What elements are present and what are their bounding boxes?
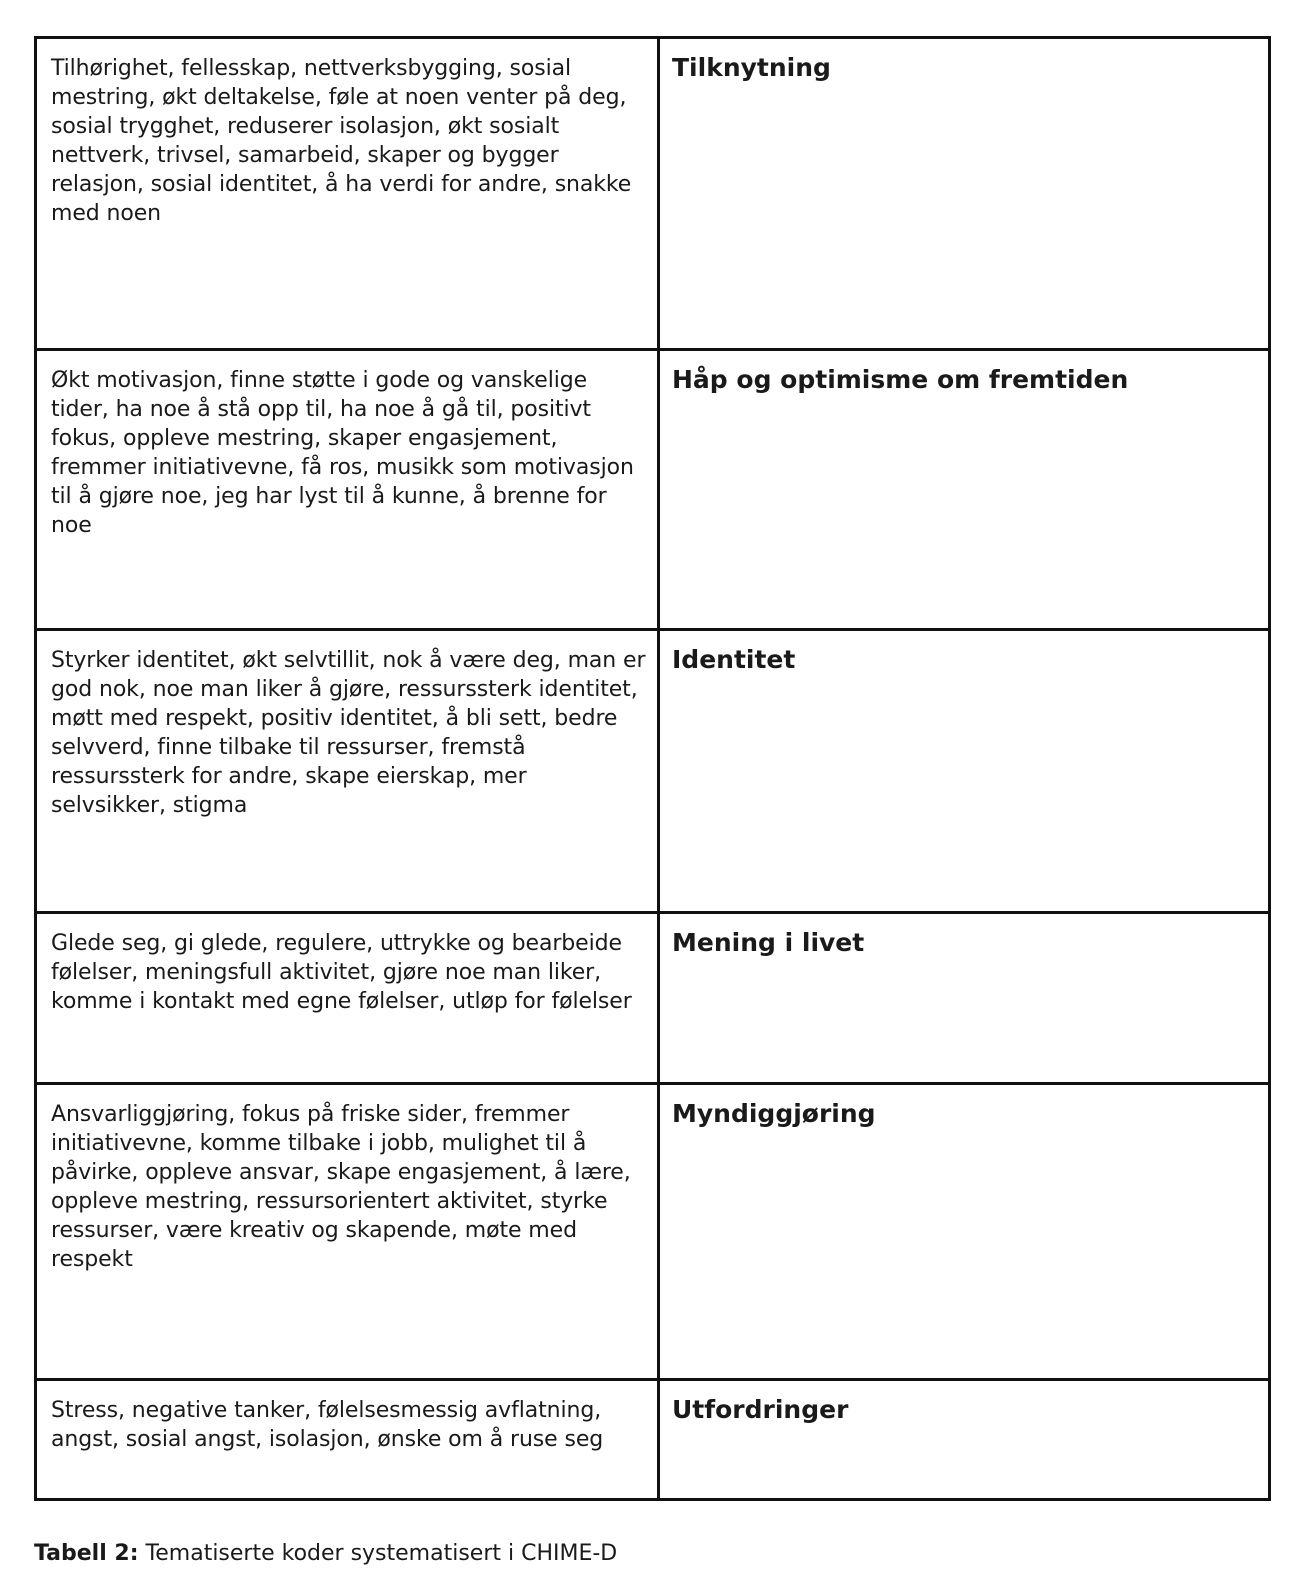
theme-cell <box>659 1084 1270 1380</box>
table-row <box>36 1380 1270 1500</box>
caption-label: Tabell 2: <box>34 1541 139 1566</box>
theme-label: Håp og optimisme om fremtiden <box>672 365 1129 394</box>
theme-cell <box>659 38 1270 350</box>
theme-label: Myndiggjøring <box>672 1099 876 1128</box>
theme-label: Mening i livet <box>672 928 865 957</box>
codes-text: Ansvarliggjøring, fokus på friske sider, fremmer initiativevne, komme tilbake i jobb, mulighet til å påvirke, oppleve ansvar, skape engasjement, å lære, oppleve mestring, ressursorientert aktivitet, styrke ressurser, være kreativ og skapende, møte med respekt <box>51 1102 631 1272</box>
table-row <box>36 350 1270 630</box>
theme-cell <box>659 913 1270 1084</box>
theme-label: Identitet <box>672 645 796 674</box>
codes-cell <box>36 38 659 350</box>
theme-cell <box>659 350 1270 630</box>
chime-d-table <box>34 36 1271 1501</box>
theme-label: Utfordringer <box>672 1395 849 1424</box>
theme-cell <box>659 630 1270 913</box>
codes-cell <box>36 913 659 1084</box>
theme-label: Tilknytning <box>672 53 831 82</box>
codes-table-container <box>34 36 1271 1501</box>
codes-cell <box>36 1380 659 1500</box>
codes-text: Økt motivasjon, finne støtte i gode og vanskelige tider, ha noe å stå opp til, ha noe å gå til, positivt fokus, oppleve mestring, skaper engasjement, fremmer initiativevne, få ros, musikk som motivasjon til å gjøre noe, jeg har lyst til å kunne, å brenne for noe <box>51 368 634 538</box>
codes-cell <box>36 630 659 913</box>
codes-text: Tilhørighet, fellesskap, nettverksbygging, sosial mestring, økt deltakelse, føle at noen venter på deg, sosial trygghet, reduserer isolasjon, økt sosialt nettverk, trivsel, samarbeid, skaper og bygger relasjon, sosial identitet, å ha verdi for andre, snakke med noen <box>51 56 632 226</box>
caption-text: Tematiserte koder systematisert i CHIME-D <box>138 1541 618 1566</box>
codes-cell <box>36 1084 659 1380</box>
theme-cell <box>659 1380 1270 1500</box>
table-row <box>36 630 1270 913</box>
codes-cell <box>36 350 659 630</box>
codes-text: Stress, negative tanker, følelsesmessig avflatning, angst, sosial angst, isolasjon, ønske om å ruse seg <box>51 1398 604 1452</box>
table-row <box>36 913 1270 1084</box>
table-caption <box>34 1540 617 1568</box>
table-row <box>36 1084 1270 1380</box>
codes-text: Glede seg, gi glede, regulere, uttrykke og bearbeide følelser, meningsfull aktivitet, gjøre noe man liker, komme i kontakt med egne følelser, utløp for følelser <box>51 931 632 1014</box>
table-row <box>36 38 1270 350</box>
codes-text: Styrker identitet, økt selvtillit, nok å være deg, man er god nok, noe man liker å gjøre, ressurssterk identitet, møtt med respekt, positiv identitet, å bli sett, bedre selvverd, finne tilbake til ressurser, fremstå ressurssterk for andre, skape eierskap, mer selvsikker, stigma <box>51 648 646 818</box>
